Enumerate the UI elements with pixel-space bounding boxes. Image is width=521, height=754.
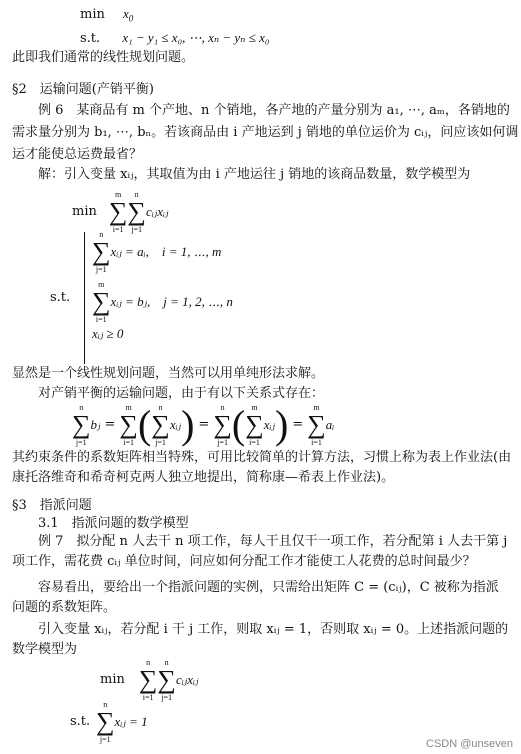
constraint-1: n ∑ j=1 xᵢⱼ = aᵢ, i = 1, ⋯, m	[92, 230, 222, 274]
eq-sum-6: m ∑ i=1	[307, 403, 326, 447]
constraint-3: xᵢⱼ ≥ 0	[92, 326, 124, 341]
section3-heading: §3 指派问题	[12, 498, 92, 513]
assign-para3-line1: 引入变量 xᵢⱼ，若分配 i 干 j 工作，则取 xᵢⱼ = 1，否则取 xᵢⱼ = 0。上述指派问题的	[38, 622, 509, 637]
example7-line2: 项工作，需花费 cᵢⱼ 单位时间，问应如何分配工作才能使工人花费的总时间最少？	[12, 554, 476, 569]
paragraph-line2: 康托洛维奇和希奇柯克两人独立地提出，简称康—希表上作业法)。	[12, 470, 395, 485]
sum-i: m ∑ i=1	[108, 190, 128, 234]
eq-sum-4: n ∑ j=1	[213, 403, 232, 447]
st-row	[80, 28, 269, 49]
balance-equation: n ∑ j=1 bⱼ = m ∑ i=1 ( n ∑ j=1 xᵢⱼ ) = n ∑ j=1 ( m ∑ i=1 xᵢⱼ ) = m ∑ i=1 aᵢ	[72, 402, 335, 447]
after-text-1: 显然是一个线性规划问题，当然可以用单纯形法求解。	[12, 366, 325, 381]
assign-objective	[100, 658, 198, 702]
constraint-2: m ∑ i=1 xᵢⱼ = bⱼ, j = 1, 2, ⋯, n	[92, 280, 233, 324]
assign-constraint-1: n ∑ j=1 xᵢⱼ = 1	[96, 700, 148, 744]
constraint-brace	[84, 232, 91, 364]
example6-line1: 例 6 某商品有 m 个产地、n 个销地，各产地的产量分别为 a₁, ⋯, aₘ，各销地的	[38, 103, 510, 118]
example6-line3: 运才能使总运费最省？	[12, 147, 143, 162]
assign-obj-term: cᵢⱼxᵢⱼ	[175, 672, 199, 687]
c2-sum: m ∑ i=1	[92, 280, 111, 324]
assign-para2-line2: 问题的系数矩阵。	[12, 600, 117, 615]
st-label: s.t.	[80, 31, 101, 46]
assign-c1-sum: n ∑ j=1	[96, 700, 115, 744]
assign-para3-line2: 数学模型为	[12, 642, 78, 657]
assign-st-label: s.t.	[70, 714, 91, 729]
eq-sum-3: n ∑ j=1	[151, 403, 170, 447]
paragraph-line1: 其约束条件的系数矩阵相当特殊，可用比较简单的计算方法，习惯上称为表上作业法(由	[12, 450, 512, 465]
example7-line1: 例 7 拟分配 n 人去干 n 项工作，每人干且仅干一项工作，若分配第 i 人去干第 j	[38, 534, 508, 549]
min-label: min	[80, 7, 105, 22]
st-constraint: x₁ − y₁ ≤ x₀, ⋯, xₙ − yₙ ≤ x₀	[122, 30, 270, 45]
assign-sum-i: n ∑ i=1	[138, 658, 158, 702]
after-text-2: 对产销平衡的运输问题，由于有以下关系式存在：	[38, 386, 325, 401]
sum-j: n ∑ j=1	[127, 190, 146, 234]
conclusion-text: 此即我们通常的线性规划问题。	[12, 50, 195, 65]
solution-line: 解：引入变量 xᵢⱼ，其取值为由 i 产地运往 j 销地的该商品数量，数学模型为	[38, 167, 471, 182]
obj-min: min	[72, 204, 97, 219]
assign-min: min	[100, 672, 125, 687]
eq-sum-5: m ∑ i=1	[245, 403, 264, 447]
example6-line2: 需求量分别为 b₁, ⋯, bₙ。若该商品由 i 产地运到 j 销地的单位运价为 cᵢⱼ，问应该如何调	[12, 125, 519, 140]
c1-sum: n ∑ j=1	[92, 230, 111, 274]
assign-sum-j: n ∑ j=1	[157, 658, 176, 702]
transport-st-label: s.t.	[50, 290, 71, 305]
section2-heading: §2 运输问题(产销平衡)	[12, 82, 154, 97]
section3-subheading: 3.1 指派问题的数学模型	[38, 516, 189, 531]
watermark: CSDN @unseven	[426, 738, 513, 750]
obj-term: cᵢⱼxᵢⱼ	[145, 204, 169, 219]
eq-sum-2: m ∑ i=1	[119, 403, 138, 447]
min-row	[80, 4, 133, 29]
assign-para2-line1: 容易看出，要给出一个指派问题的实例，只需给出矩阵 C = (cᵢⱼ)，C 被称为指派	[38, 580, 499, 595]
min-variable: $x_0$	[123, 6, 134, 24]
transport-objective	[72, 190, 168, 234]
eq-sum-1: n ∑ j=1	[72, 403, 91, 447]
